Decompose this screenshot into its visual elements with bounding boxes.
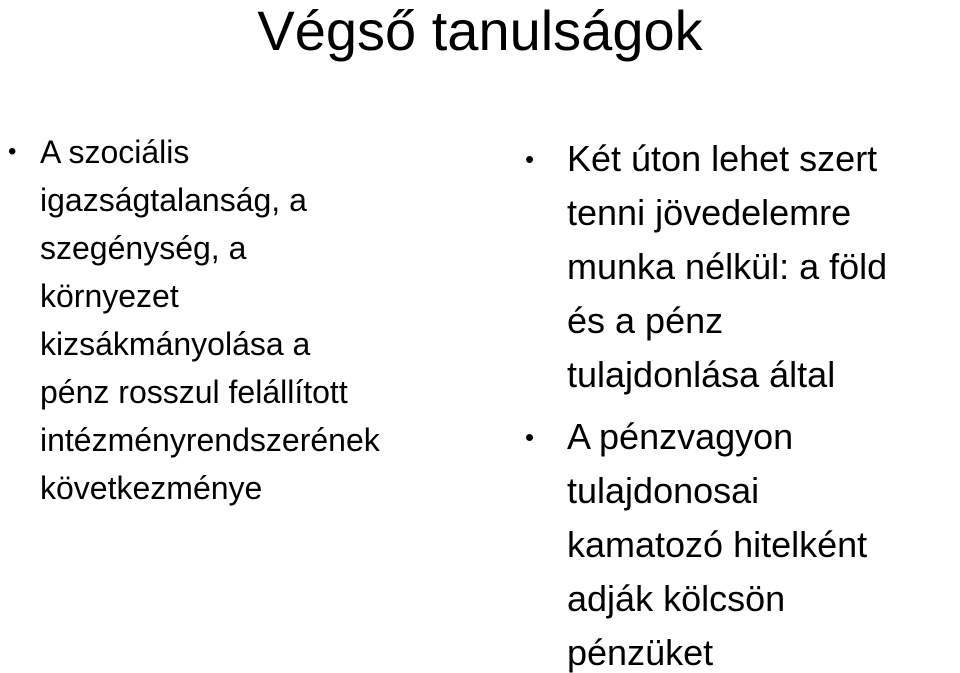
bullet-dot-icon: •	[525, 422, 535, 452]
right-bullet-item	[515, 132, 960, 402]
bullet-dot-icon: •	[8, 138, 17, 165]
bullet-text-line: szegénység, a	[40, 230, 247, 266]
bullet-text-line: adják kölcsön	[567, 578, 786, 619]
bullet-text-line: következménye	[40, 470, 263, 506]
bullet-text-line: intézményrendszerének	[40, 422, 380, 458]
bullet-text-line: tulajdonosai	[567, 470, 760, 511]
bullet-text-line: pénz rosszul felállított	[40, 374, 348, 410]
left-bullet-list	[0, 128, 500, 512]
left-bullet-item	[0, 128, 500, 512]
bullet-text-line: A pénzvagyon	[567, 416, 794, 457]
bullet-text-line: munka nélkül: a föld	[567, 246, 888, 287]
bullet-text-line: kizsákmányolása a	[40, 326, 311, 362]
right-bullet-item	[515, 410, 960, 673]
bullet-text-line: igazságtalanság, a	[40, 182, 307, 218]
bullet-text-line: tenni jövedelemre	[567, 192, 852, 233]
bullet-text-line: Két úton lehet szert	[567, 138, 878, 179]
bullet-text-line: pénzüket	[567, 632, 714, 673]
bullet-text-line: A szociális	[40, 134, 190, 170]
bullet-text-line: tulajdonlása által	[567, 354, 836, 395]
bullet-text-line: és a pénz	[567, 300, 724, 341]
bullet-dot-icon: •	[525, 144, 535, 174]
slide-title: Végső tanulságok	[257, 0, 703, 62]
bullet-text-line: kamatozó hitelként	[567, 524, 868, 565]
bullet-text-line: környezet	[40, 278, 179, 314]
right-bullet-list	[515, 132, 960, 673]
